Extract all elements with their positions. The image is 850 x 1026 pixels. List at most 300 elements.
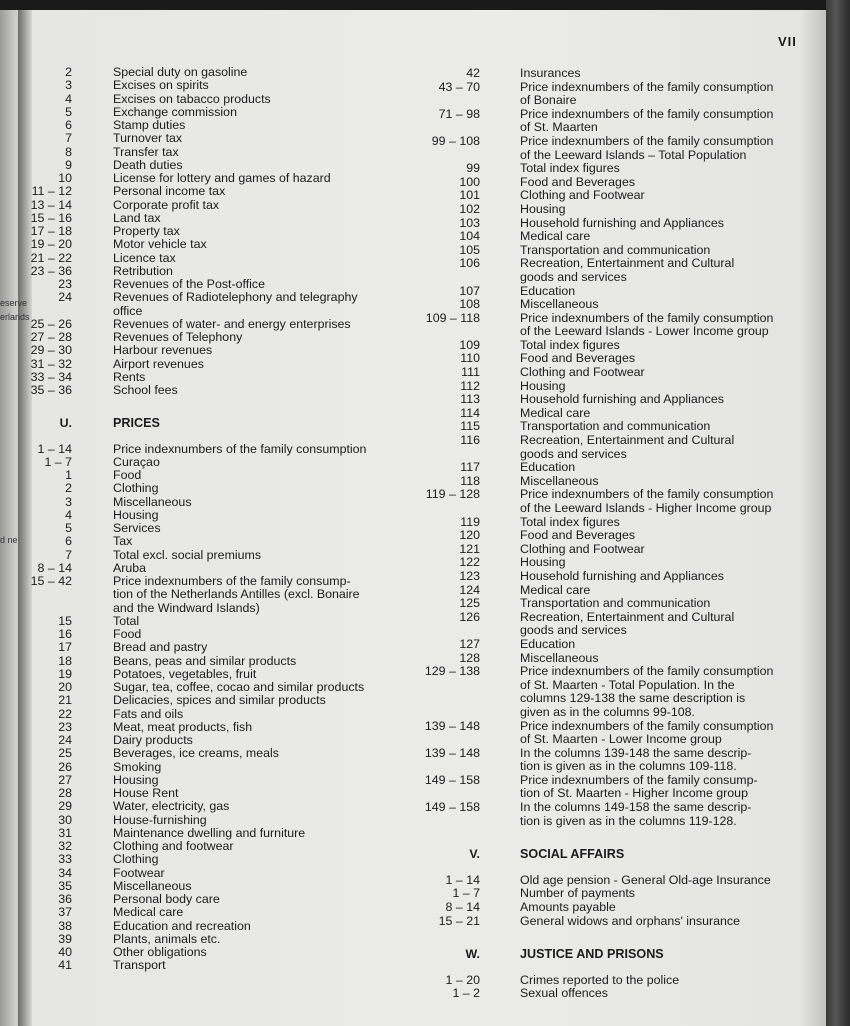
- table-number: 19 – 20: [30, 237, 72, 252]
- table-number: 15 – 16: [30, 210, 72, 225]
- table-list-entry: [400, 900, 820, 914]
- table-list-entry: [0, 198, 400, 211]
- section-heading: [400, 847, 820, 861]
- table-description: Household furnishing and Appliances: [520, 392, 724, 407]
- table-description: Transfer tax: [113, 144, 179, 159]
- table-description: House-furnishing: [113, 812, 207, 827]
- table-list-entry: [0, 442, 400, 455]
- table-list-entry: [0, 508, 400, 521]
- table-list-entry: [0, 304, 400, 317]
- table-number: 6: [65, 118, 72, 132]
- table-description: Price indexnumbers of the family consumption: [520, 664, 774, 679]
- table-list-entry: [0, 65, 400, 78]
- table-list-entry: [0, 654, 400, 667]
- table-list-entry: [400, 188, 820, 202]
- table-number: 99: [466, 161, 480, 176]
- table-list-entry: [400, 392, 820, 406]
- table-description: Miscellaneous: [520, 297, 599, 312]
- table-description: Water, electricity, gas: [113, 799, 230, 814]
- table-description: Miscellaneous: [520, 473, 599, 488]
- table-description: Smoking: [113, 759, 162, 774]
- table-description: Food: [113, 627, 142, 641]
- table-list-entry: [0, 958, 400, 971]
- table-number: 109: [459, 337, 480, 352]
- table-number: 4: [65, 91, 72, 106]
- table-number: 114: [460, 405, 480, 420]
- table-number: 102: [459, 201, 480, 216]
- table-number: 120: [459, 528, 480, 543]
- table-number: 31 – 32: [30, 356, 72, 371]
- table-list-entry: [0, 746, 400, 759]
- table-list-entry: [0, 813, 400, 826]
- table-list-entry: [0, 534, 400, 547]
- table-description: Recreation, Entertainment and Cultural: [520, 256, 735, 271]
- table-description: Education: [520, 460, 576, 475]
- table-number: 1 – 2: [452, 986, 480, 1001]
- table-description: Revenues of Radiotelephony and telegraphy: [113, 290, 358, 305]
- table-list-entry: [0, 211, 400, 224]
- table-list-entry: [0, 145, 400, 158]
- table-description: Clothing: [113, 852, 159, 867]
- table-description: Price indexnumbers of the family consumption: [520, 133, 774, 148]
- table-description: Motor vehicle tax: [113, 237, 207, 252]
- table-number: 35: [58, 878, 72, 893]
- table-description: tion is given as in the columns 119-128.: [520, 813, 737, 828]
- table-list-entry: [400, 596, 820, 610]
- table-number: 1 – 14: [37, 441, 72, 456]
- table-description: of the Leeward Islands - Lower Income group: [520, 324, 769, 339]
- table-list-entry: [400, 80, 820, 94]
- table-list-entry: [400, 148, 820, 162]
- table-number: 128: [459, 650, 480, 665]
- table-description: goods and services: [520, 623, 627, 638]
- table-number: 37: [58, 905, 72, 920]
- table-number: 21 – 22: [30, 250, 72, 265]
- table-list-entry: [0, 852, 400, 865]
- right-column-table-list: [400, 66, 820, 1000]
- section-heading: [0, 416, 400, 429]
- table-description: Old age pension - General Old-age Insurance: [520, 872, 771, 887]
- table-list-entry: [0, 92, 400, 105]
- table-number: 8 – 14: [37, 560, 72, 575]
- table-number: 25 – 26: [30, 316, 72, 331]
- table-number: 6: [65, 534, 72, 549]
- table-description: Miscellaneous: [520, 650, 599, 665]
- table-number: 127: [459, 636, 480, 651]
- table-description: Stamp duties: [113, 118, 186, 132]
- table-number: 119 – 128: [425, 487, 480, 502]
- table-list-entry: [0, 799, 400, 812]
- table-list-entry: [0, 237, 400, 250]
- table-list-entry: [400, 93, 820, 107]
- table-description: Education: [520, 283, 576, 298]
- table-description: Housing: [520, 378, 566, 393]
- table-number: 100: [459, 174, 480, 189]
- table-description: Number of payments: [520, 886, 636, 901]
- table-list-entry: [0, 521, 400, 534]
- table-number: 31: [58, 825, 72, 840]
- table-list-entry: [400, 324, 820, 338]
- table-number: 35 – 36: [30, 383, 72, 397]
- table-list-entry: [0, 667, 400, 680]
- table-list-entry: [0, 839, 400, 852]
- spacer: [400, 961, 820, 973]
- table-description: Housing: [520, 201, 566, 216]
- table-list-entry: [400, 433, 820, 447]
- table-number: 1 – 14: [445, 872, 480, 887]
- table-description: of St. Maarten - Total Population. In the: [520, 677, 735, 692]
- table-number: 42: [466, 66, 480, 80]
- section-title: SOCIAL AFFAIRS: [520, 847, 625, 862]
- table-list-entry: [400, 229, 820, 243]
- table-list-entry: [0, 357, 400, 370]
- table-description: Food and Beverages: [520, 351, 636, 366]
- table-description: Personal income tax: [113, 184, 226, 199]
- table-description: Transportation and communication: [520, 419, 711, 434]
- section-title: PRICES: [113, 416, 160, 431]
- section-letter: W.: [465, 947, 480, 962]
- table-number: 99 – 108: [431, 133, 480, 148]
- table-description: of the Leeward Islands – Total Population: [520, 147, 747, 162]
- table-number: 19: [58, 666, 72, 681]
- table-list-entry: [400, 732, 820, 746]
- table-number: 32: [58, 839, 72, 853]
- table-list-entry: [400, 66, 820, 80]
- table-list-entry: [0, 561, 400, 574]
- table-list-entry: [400, 886, 820, 900]
- table-list-entry: [0, 932, 400, 945]
- table-list-entry: [400, 583, 820, 597]
- table-description: Total index figures: [520, 161, 620, 176]
- table-number: 25: [58, 746, 72, 761]
- table-list-entry: [400, 202, 820, 216]
- table-number: 9: [65, 157, 72, 172]
- table-description: Medical care: [520, 582, 591, 597]
- table-description: Fats and oils: [113, 706, 184, 721]
- table-list-entry: [400, 986, 820, 1000]
- table-list-entry: [400, 216, 820, 230]
- table-description: Meat, meat products, fish: [113, 719, 253, 734]
- table-description: Property tax: [113, 224, 180, 238]
- table-list-entry: [400, 914, 820, 928]
- table-description: Services: [113, 521, 161, 535]
- table-description: Education: [520, 636, 576, 651]
- table-list-entry: [400, 419, 820, 433]
- table-number: 15 – 21: [438, 913, 480, 928]
- section-letter: V.: [469, 847, 480, 862]
- table-list-entry: [400, 637, 820, 651]
- table-list-entry: [0, 251, 400, 264]
- table-number: 110: [460, 351, 480, 366]
- table-number: 41: [58, 958, 72, 973]
- table-number: 111: [461, 365, 480, 380]
- table-number: 106: [459, 256, 480, 271]
- section-heading: [400, 947, 820, 961]
- table-description: Sugar, tea, coffee, cocao and similar products: [113, 680, 365, 694]
- table-description: tion of the Netherlands Antilles (excl. Bonaire: [113, 587, 360, 602]
- table-list-entry: [0, 707, 400, 720]
- table-number: 126: [459, 609, 480, 624]
- table-number: 7: [65, 131, 72, 146]
- table-number: 8: [65, 144, 72, 159]
- table-number: 21: [58, 693, 72, 708]
- table-list-entry: [400, 175, 820, 189]
- table-description: Household furnishing and Appliances: [520, 568, 724, 583]
- table-description: goods and services: [520, 446, 627, 461]
- table-number: 2: [65, 65, 72, 79]
- table-description: office: [113, 303, 143, 318]
- table-description: Excises on tabacco products: [113, 91, 271, 106]
- table-number: 23: [58, 277, 72, 291]
- table-description: Price indexnumbers of the family consumption: [520, 106, 774, 121]
- table-number: 149 – 158: [424, 772, 480, 787]
- table-description: Crimes reported to the police: [520, 972, 680, 987]
- table-description: of the Leeward Islands - Higher Income group: [520, 501, 772, 515]
- table-description: In the columns 139-148 the same descrip-: [520, 745, 752, 760]
- table-number: 105: [459, 242, 480, 257]
- table-description: Rents: [113, 369, 146, 384]
- table-description: Clothing and footwear: [113, 839, 234, 853]
- table-list-entry: [400, 623, 820, 637]
- table-description: Revenues of water- and energy enterprises: [113, 316, 351, 331]
- table-number: 3: [65, 494, 72, 509]
- table-description: Medical care: [520, 229, 591, 244]
- margin-bleed-text: d ne: [0, 535, 18, 545]
- table-list-entry: [0, 892, 400, 905]
- table-number: 108: [459, 297, 480, 312]
- table-description: Price indexnumbers of the family consumption: [520, 718, 774, 733]
- table-description: Personal body care: [113, 892, 220, 906]
- table-list-entry: [400, 487, 820, 501]
- table-description: Other obligations: [113, 945, 207, 959]
- table-list-entry: [0, 773, 400, 786]
- table-list-entry: [400, 107, 820, 121]
- spacer: [0, 396, 400, 416]
- table-description: Excises on spirits: [113, 78, 209, 93]
- table-description: given as in the columns 99-108.: [520, 704, 695, 719]
- table-description: Amounts payable: [520, 900, 616, 915]
- table-list-entry: [400, 705, 820, 719]
- table-list-entry: [400, 973, 820, 987]
- table-number: 33 – 34: [30, 369, 72, 384]
- table-number: 17 – 18: [30, 224, 72, 238]
- table-number: 101: [459, 188, 480, 203]
- table-number: 34: [58, 865, 72, 880]
- table-description: Revenues of the Post-office: [113, 277, 265, 291]
- table-list-entry: [0, 171, 400, 184]
- table-number: 27 – 28: [30, 330, 72, 344]
- table-number: 1 – 7: [44, 454, 72, 469]
- table-list-entry: [0, 317, 400, 330]
- table-list-entry: [400, 759, 820, 773]
- table-description: General widows and orphans' insurance: [520, 913, 741, 928]
- table-number: 39: [58, 931, 72, 946]
- table-description: tion is given as in the columns 109-118.: [520, 759, 737, 774]
- table-number: 15 – 42: [30, 574, 72, 588]
- table-list-entry: [0, 343, 400, 356]
- table-number: 24: [58, 733, 72, 747]
- table-description: Revenues of Telephony: [113, 330, 243, 344]
- table-list-entry: [0, 290, 400, 303]
- table-number: 149 – 158: [424, 800, 480, 815]
- table-description: Recreation, Entertainment and Cultural: [520, 609, 735, 624]
- table-description: Land tax: [113, 210, 161, 225]
- table-description: Exchange commission: [113, 104, 237, 119]
- table-list-entry: [400, 678, 820, 692]
- table-list-entry: [0, 866, 400, 879]
- table-description: Total index figures: [520, 514, 620, 529]
- table-number: 125: [459, 596, 480, 611]
- table-description: Beans, peas and similar products: [113, 653, 297, 668]
- table-description: Transport: [113, 958, 166, 973]
- table-number: 129 – 138: [424, 664, 480, 679]
- table-list-entry: [400, 515, 820, 529]
- table-description: Dairy products: [113, 733, 193, 747]
- table-number: 119: [460, 514, 480, 529]
- table-description: Retribution: [113, 263, 173, 278]
- spacer: [400, 861, 820, 873]
- table-list-entry: [0, 481, 400, 494]
- table-number: 2: [65, 481, 72, 496]
- table-description: Aruba: [113, 560, 147, 575]
- table-number: 7: [65, 547, 72, 562]
- table-description: Price indexnumbers of the family consump-: [520, 772, 758, 787]
- table-list-entry: [400, 297, 820, 311]
- table-number: 22: [58, 706, 72, 721]
- table-number: 139 – 148: [424, 745, 480, 760]
- table-list-entry: [400, 120, 820, 134]
- table-number: 122: [459, 555, 480, 570]
- table-number: 17: [58, 640, 72, 655]
- table-number: 29: [58, 799, 72, 814]
- table-list-entry: [0, 495, 400, 508]
- table-number: 15: [58, 613, 72, 628]
- table-list-entry: [400, 243, 820, 257]
- table-list-entry: [400, 528, 820, 542]
- table-description: Transportation and communication: [520, 596, 711, 611]
- table-description: Price indexnumbers of the family consumption: [520, 310, 774, 325]
- table-list-entry: [400, 719, 820, 733]
- table-list-entry: [400, 134, 820, 148]
- page-edge: [826, 0, 850, 1026]
- table-list-entry: [400, 379, 820, 393]
- table-list-entry: [0, 383, 400, 396]
- table-number: 1 – 7: [452, 886, 480, 901]
- table-number: 18: [58, 653, 72, 668]
- table-list-entry: [400, 351, 820, 365]
- table-description: Education and recreation: [113, 918, 251, 933]
- table-list-entry: [0, 264, 400, 277]
- table-number: 109 – 118: [425, 310, 480, 325]
- table-description: tion of St. Maarten - Higher Income group: [520, 786, 748, 801]
- table-list-entry: [400, 474, 820, 488]
- table-number: 16: [58, 627, 72, 641]
- table-description: School fees: [113, 383, 178, 397]
- table-description: of Bonaire: [520, 93, 577, 108]
- table-list-entry: [0, 105, 400, 118]
- table-list-entry: [0, 118, 400, 131]
- table-description: Total: [113, 613, 140, 628]
- table-number: 5: [65, 521, 72, 535]
- table-description: Bread and pastry: [113, 640, 208, 655]
- table-description: Price indexnumbers of the family consumption: [520, 79, 774, 94]
- table-number: 38: [58, 918, 72, 933]
- table-list-entry: [400, 447, 820, 461]
- table-list-entry: [0, 131, 400, 144]
- table-number: 71 – 98: [438, 106, 480, 121]
- table-description: Corporate profit tax: [113, 197, 220, 212]
- table-description: Food: [113, 468, 142, 482]
- table-number: 124: [459, 582, 480, 597]
- table-list-entry: [0, 720, 400, 733]
- table-list-entry: [0, 184, 400, 197]
- table-number: 43 – 70: [438, 79, 480, 94]
- table-number: 1: [65, 468, 72, 482]
- table-list-entry: [0, 468, 400, 481]
- table-number: 123: [459, 568, 480, 583]
- table-number: 113: [460, 392, 480, 407]
- table-list-entry: [400, 814, 820, 828]
- table-description: Medical care: [113, 905, 184, 920]
- table-number: 116: [460, 433, 480, 448]
- table-description: Miscellaneous: [113, 878, 192, 893]
- table-list-entry: [0, 879, 400, 892]
- table-list-entry: [400, 651, 820, 665]
- table-list-entry: [400, 501, 820, 515]
- table-list-entry: [400, 161, 820, 175]
- table-list-entry: [0, 158, 400, 171]
- table-description: Price indexnumbers of the family consumption: [113, 441, 367, 456]
- table-list-entry: [400, 800, 820, 814]
- table-description: Delicacies, spices and similar products: [113, 693, 326, 708]
- table-description: Miscellaneous: [113, 494, 192, 509]
- table-list-entry: [400, 311, 820, 325]
- table-number: 112: [460, 378, 480, 393]
- table-description: Sexual offences: [520, 986, 608, 1001]
- table-description: Total excl. social premiums: [113, 547, 262, 562]
- table-number: 28: [58, 786, 72, 800]
- table-list-entry: [0, 455, 400, 468]
- table-number: 33: [58, 852, 72, 867]
- table-description: Housing: [520, 555, 566, 570]
- table-number: 40: [58, 945, 72, 959]
- table-number: 139 – 148: [424, 718, 480, 733]
- table-number: 118: [460, 473, 480, 488]
- table-description: Insurances: [520, 66, 581, 80]
- table-list-entry: [400, 270, 820, 284]
- table-description: Medical care: [520, 405, 591, 420]
- table-list-entry: [0, 627, 400, 640]
- spacer: [0, 430, 400, 442]
- table-list-entry: [400, 691, 820, 705]
- table-list-entry: [400, 610, 820, 624]
- table-number: 107: [459, 283, 480, 298]
- table-description: and the Windward Islands): [113, 600, 260, 615]
- table-list-entry: [0, 786, 400, 799]
- table-description: Transportation and communication: [520, 242, 711, 257]
- table-list-entry: [0, 587, 400, 600]
- table-list-entry: [400, 555, 820, 569]
- table-number: 1 – 20: [445, 972, 480, 987]
- table-number: 121: [459, 541, 480, 556]
- table-list-entry: [400, 542, 820, 556]
- table-description: Turnover tax: [113, 131, 183, 146]
- table-description: Licence tax: [113, 250, 176, 265]
- table-list-entry: [400, 746, 820, 760]
- table-number: 5: [65, 104, 72, 119]
- table-number: 4: [65, 507, 72, 522]
- table-list-entry: [400, 284, 820, 298]
